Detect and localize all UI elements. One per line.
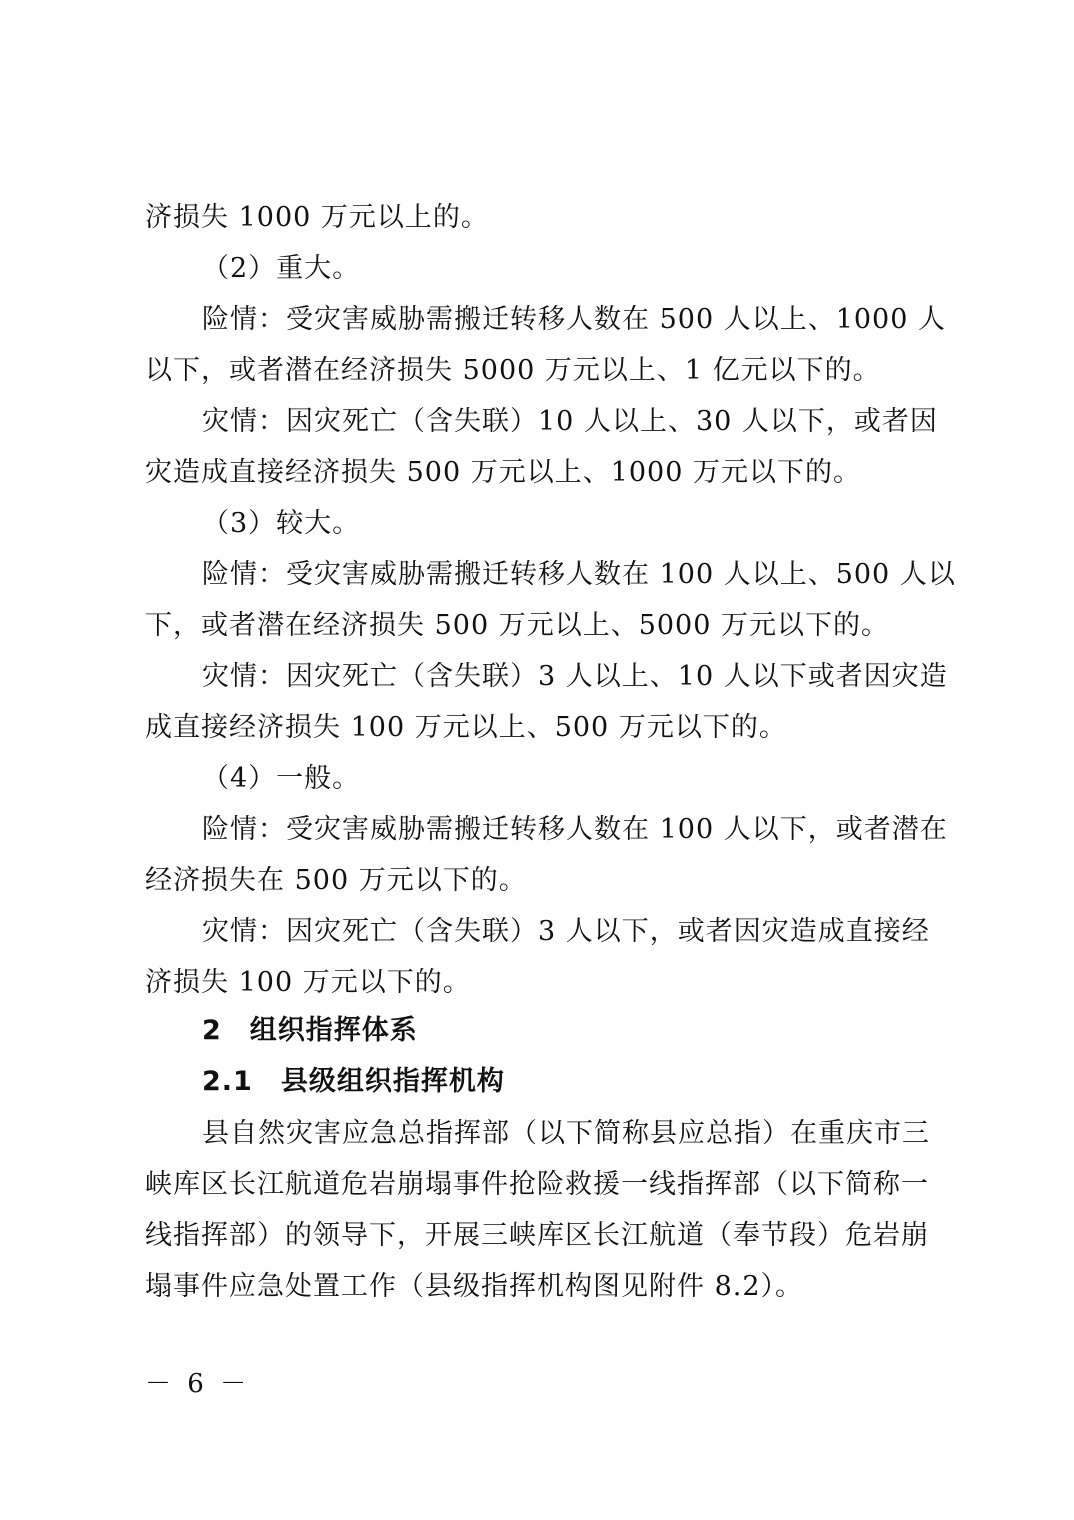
paragraph-line: 险情：受灾害威胁需搬迁转移人数在 500 人以上、1000 人 <box>202 304 946 335</box>
subsection-heading-general: （4）一般。 <box>202 763 361 794</box>
paragraph-line: 灾情：因灾死亡（含失联）10 人以上、30 人以下，或者因 <box>202 406 938 437</box>
page-number: － 6 － <box>145 1369 251 1399</box>
paragraph-line: 塌事件应急处置工作（县级指挥机构图见附件 8.2）。 <box>145 1271 804 1302</box>
paragraph-line: 县自然灾害应急总指挥部（以下简称县应总指）在重庆市三 <box>202 1118 930 1149</box>
section-heading: 2 组织指挥体系 <box>202 1015 418 1046</box>
paragraph-line: 济损失 100 万元以下的。 <box>145 967 471 998</box>
subsection-heading: 2.1 县级组织指挥机构 <box>202 1066 505 1097</box>
paragraph-line: 下，或者潜在经济损失 500 万元以上、5000 万元以下的。 <box>145 610 889 641</box>
paragraph-line: 峡库区长江航道危岩崩塌事件抢险救援一线指挥部（以下简称一 <box>145 1169 929 1200</box>
paragraph-line: 经济损失在 500 万元以下的。 <box>145 865 527 896</box>
subsection-heading-major: （2）重大。 <box>202 253 361 284</box>
paragraph-line: 成直接经济损失 100 万元以上、500 万元以下的。 <box>145 712 787 743</box>
paragraph-line: 济损失 1000 万元以上的。 <box>145 202 489 233</box>
subsection-heading-larger: （3）较大。 <box>202 508 361 539</box>
paragraph-line: 灾造成直接经济损失 500 万元以上、1000 万元以下的。 <box>145 457 861 488</box>
paragraph-line: 灾情：因灾死亡（含失联）3 人以上、10 人以下或者因灾造 <box>202 661 948 692</box>
paragraph-line: 险情：受灾害威胁需搬迁转移人数在 100 人以下，或者潜在 <box>202 814 948 845</box>
paragraph-line: 灾情：因灾死亡（含失联）3 人以下，或者因灾造成直接经 <box>202 916 930 947</box>
paragraph-line: 险情：受灾害威胁需搬迁转移人数在 100 人以上、500 人以 <box>202 559 956 590</box>
paragraph-line: 以下，或者潜在经济损失 5000 万元以上、1 亿元以下的。 <box>145 355 881 386</box>
paragraph-line: 线指挥部）的领导下，开展三峡库区长江航道（奉节段）危岩崩 <box>145 1220 929 1251</box>
